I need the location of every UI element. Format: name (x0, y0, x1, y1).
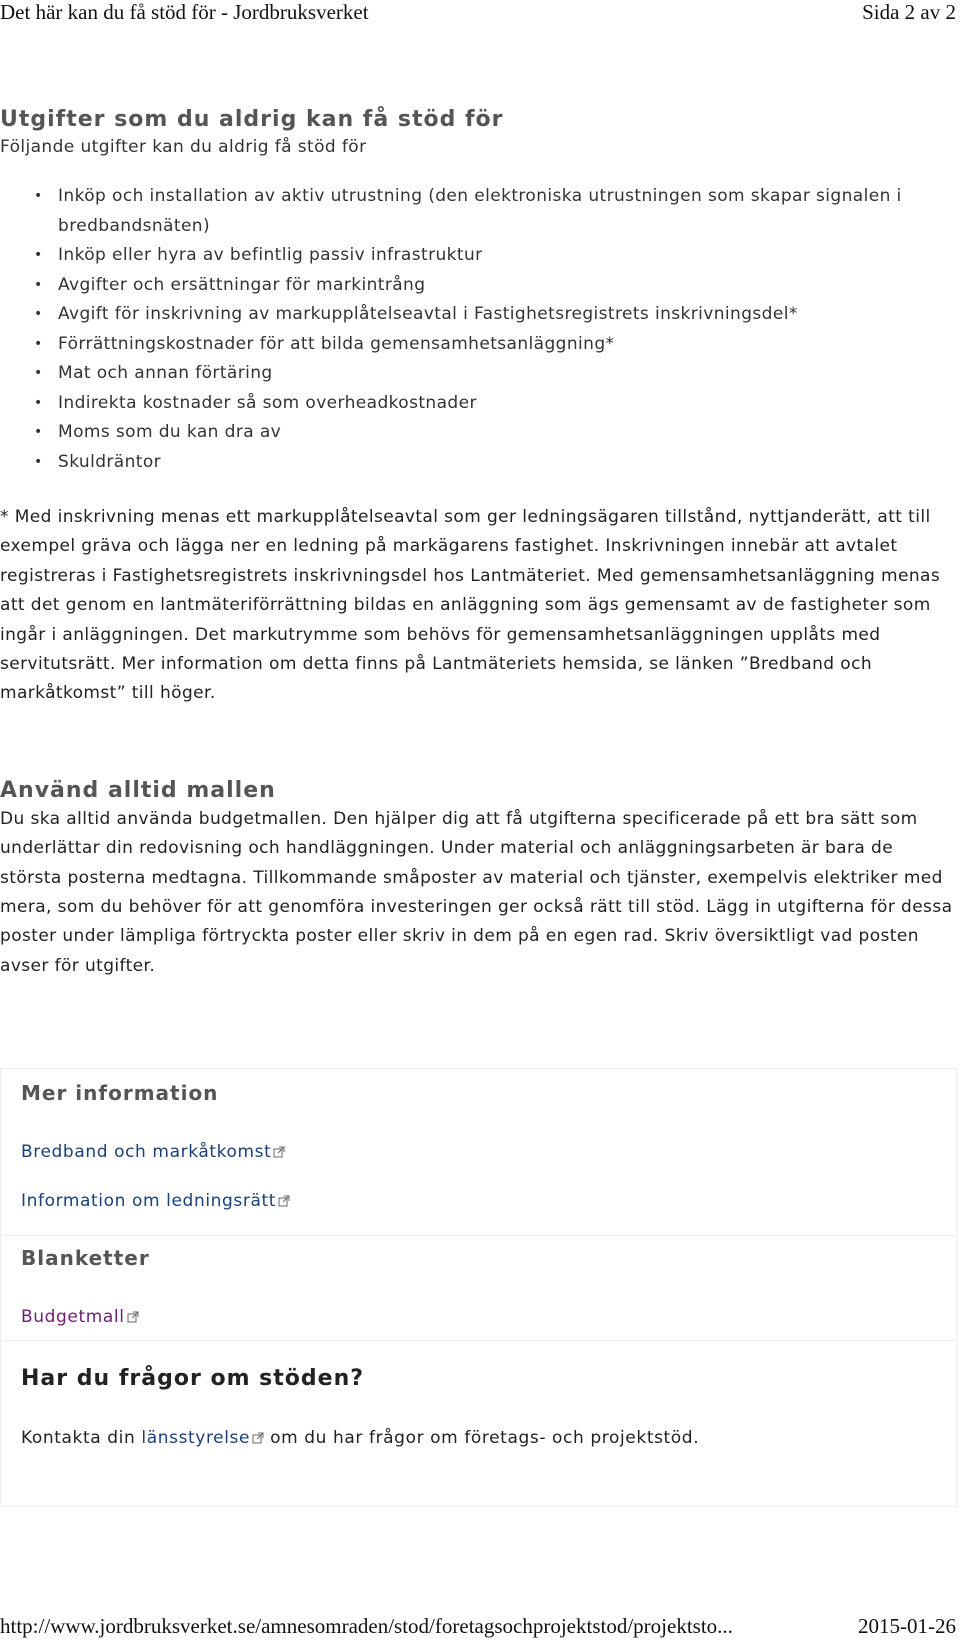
link-row (21, 1307, 139, 1327)
main-content (0, 106, 955, 981)
more-info-box (0, 1068, 957, 1236)
print-header (0, 0, 960, 24)
footnote-paragraph: * Med inskrivning menas ett markupplåtelseavtal som ger ledningsägaren tillstånd, nyttjanderätt, att till exempel gräva och lägga ner en ledning på markägarens fastighet. Inskrivningen innebär att avtalet registreras i Fastighetsregistrets inskrivningsdel hos Lantmäteriet. Med gemensamhetsanläggning menas att det genom en lantmäteriförrättning bildas en anläggning som ägs gemensamt av de fastigheter som ingår i anläggningen. Det markutrymme som behövs för gemensamhetsanläggningen upplåts med servitutsrätt. Mer information om detta finns på Lantmäteriets hemsida, se länken ”Bredband och markåtkomst” till höger. (0, 507, 941, 704)
list-item: • Inköp eller hyra av befintlig passiv infrastruktur (34, 241, 955, 271)
print-footer (0, 1614, 960, 1640)
link-lansstyrelse[interactable]: länsstyrelse (141, 1428, 251, 1448)
questions-text (21, 1428, 699, 1448)
external-link-icon (127, 1311, 139, 1323)
questions-text-after: om du har frågor om företags- och projektstöd. (264, 1428, 700, 1448)
list-item: • Indirekta kostnader så som overheadkostnader (34, 389, 955, 419)
expense-list (0, 182, 955, 477)
link-row (21, 1191, 290, 1211)
section-intro: Följande utgifter kan du aldrig få stöd för (0, 137, 367, 157)
list-item: • Moms som du kan dra av (34, 418, 955, 448)
list-item: • Mat och annan förtäring (34, 359, 955, 389)
forms-box (0, 1234, 957, 1341)
link-budgetmall[interactable]: Budgetmall (21, 1307, 125, 1327)
print-footer-date: 2015-01-26 (858, 1614, 956, 1638)
section-heading-expenses: Utgifter som du aldrig kan få stöd för (0, 107, 504, 132)
questions-text-before: Kontakta din (21, 1428, 142, 1448)
list-item: • Förrättningskostnader för att bilda gemensamhetsanläggning* (34, 330, 955, 360)
link-ledningsratt[interactable]: Information om ledningsrätt (21, 1191, 277, 1211)
link-bredband-markatkomst[interactable]: Bredband och markåtkomst (21, 1142, 272, 1162)
list-item: • Inköp och installation av aktiv utrustning (den elektroniska utrustningen som skapar signalen i bredbandsnäten) (34, 182, 955, 241)
template-paragraph: Du ska alltid använda budgetmallen. Den hjälper dig att få utgifterna specificerade på ett bra sätt som underlättar din redovisning och handläggningen. Under material och anläggningsarbeten är bara de största posterna medtagna. Tillkommande småposter av material och tjänster, exempelvis elektriker med mera, som du behöver för att genomföra investeringen ger också rätt till stöd. Lägg in utgifterna för dessa poster under lämpliga förtryckta poster eller skriv in dem på en egen rad. Skriv översiktligt vad posten avser för utgifter. (0, 808, 953, 976)
section-heading-template: Använd alltid mallen (0, 777, 276, 803)
print-footer-url: http://www.jordbruksverket.se/amnesomraden/stod/foretagsochprojektstod/projektsto... (0, 1614, 733, 1638)
print-header-page: Sida 2 av 2 (862, 0, 956, 24)
list-item: • Skuldräntor (34, 448, 955, 478)
print-header-title: Det här kan du få stöd för - Jordbruksverket (0, 0, 369, 24)
link-row (21, 1142, 285, 1162)
more-info-heading: Mer information (21, 1081, 219, 1105)
external-link-icon (273, 1146, 285, 1158)
forms-heading: Blanketter (21, 1246, 150, 1270)
list-item: • Avgifter och ersättningar för markintrång (34, 271, 955, 301)
list-item: • Avgift för inskrivning av markupplåtelseavtal i Fastighetsregistrets inskrivningsdel* (34, 300, 955, 330)
questions-heading: Har du frågor om stöden? (21, 1366, 364, 1391)
external-link-icon (252, 1432, 264, 1444)
external-link-icon (278, 1195, 290, 1207)
questions-box (0, 1340, 957, 1507)
